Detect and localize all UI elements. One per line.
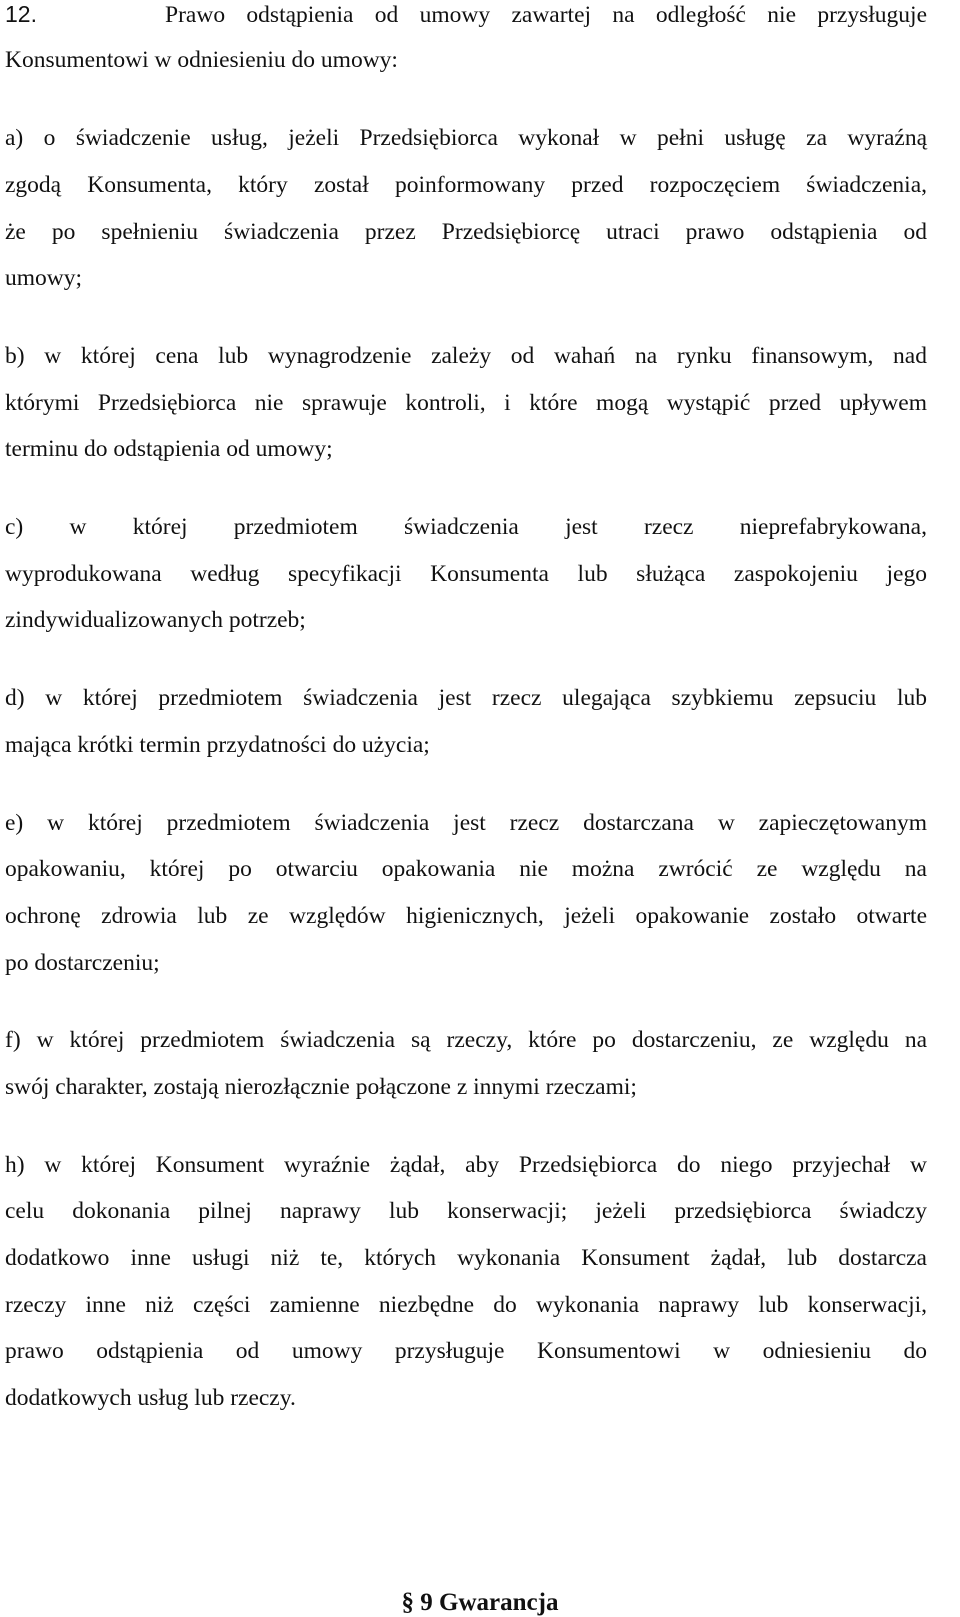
item-c-line-2: wyprodukowana według specyfikacji Konsumenta lub służąca zaspokojeniu jego bbox=[5, 561, 927, 587]
item-h-line-6: dodatkowych usług lub rzeczy. bbox=[5, 1385, 296, 1411]
item-b-line-2: którymi Przedsiębiorca nie sprawuje kontroli, i które mogą wystąpić przed upływem bbox=[5, 390, 927, 416]
item-d-line-1: d) w której przedmiotem świadczenia jest rzecz ulegająca szybkiemu zepsuciu lub bbox=[5, 685, 927, 711]
item-h-line-1: h) w której Konsument wyraźnie żądał, aby Przedsiębiorca do niego przyjechał w bbox=[5, 1152, 927, 1178]
item-c-line-3: zindywidualizowanych potrzeb; bbox=[5, 607, 306, 633]
section-12-intro-text: Prawo odstąpienia od umowy zawartej na odległość nie przysługuje bbox=[165, 2, 927, 28]
section-12-line-2: Konsumentowi w odniesieniu do umowy: bbox=[5, 47, 398, 73]
item-f-line-1: f) w której przedmiotem świadczenia są rzeczy, które po dostarczeniu, ze względu na bbox=[5, 1027, 927, 1053]
item-h-line-4: rzeczy inne niż części zamienne niezbędne do wykonania naprawy lub konserwacji, bbox=[5, 1292, 927, 1318]
section-heading-gwarancja: § 9 Gwarancja bbox=[401, 1589, 559, 1616]
item-a-line-4: umowy; bbox=[5, 265, 83, 291]
item-a-line-3: że po spełnieniu świadczenia przez Przedsiębiorcę utraci prawo odstąpienia od bbox=[5, 219, 927, 245]
item-e-line-1: e) w której przedmiotem świadczenia jest rzecz dostarczana w zapieczętowanym bbox=[5, 810, 927, 836]
item-d-line-2: mająca krótki termin przydatności do użycia; bbox=[5, 732, 430, 758]
item-e-line-3: ochronę zdrowia lub ze względów higienicznych, jeżeli opakowanie zostało otwarte bbox=[5, 903, 927, 929]
item-b-line-3: terminu do odstąpienia od umowy; bbox=[5, 436, 333, 462]
item-f-line-2: swój charakter, zostają nierozłącznie połączone z innymi rzeczami; bbox=[5, 1074, 637, 1100]
item-a-line-1: a) o świadczenie usług, jeżeli Przedsiębiorca wykonał w pełni usługę za wyraźną bbox=[5, 125, 927, 151]
item-h-line-3: dodatkowo inne usługi niż te, których wykonania Konsument żądał, lub dostarcza bbox=[5, 1245, 927, 1271]
item-c-line-1: c) w której przedmiotem świadczenia jest rzecz nieprefabrykowana, bbox=[5, 514, 927, 540]
section-number: 12. bbox=[5, 1, 37, 27]
item-b-line-1: b) w której cena lub wynagrodzenie zależy od wahań na rynku finansowym, nad bbox=[5, 343, 927, 369]
item-a-line-2: zgodą Konsumenta, który został poinformowany przed rozpoczęciem świadczenia, bbox=[5, 172, 927, 198]
item-e-line-4: po dostarczeniu; bbox=[5, 950, 160, 976]
item-h-line-2: celu dokonania pilnej naprawy lub konserwacji; jeżeli przedsiębiorca świadczy bbox=[5, 1198, 927, 1224]
item-e-line-2: opakowaniu, której po otwarciu opakowania nie można zwrócić ze względu na bbox=[5, 856, 927, 882]
item-h-line-5: prawo odstąpienia od umowy przysługuje Konsumentowi w odniesieniu do bbox=[5, 1338, 927, 1364]
section-12-line-1 bbox=[5, 0, 927, 28]
